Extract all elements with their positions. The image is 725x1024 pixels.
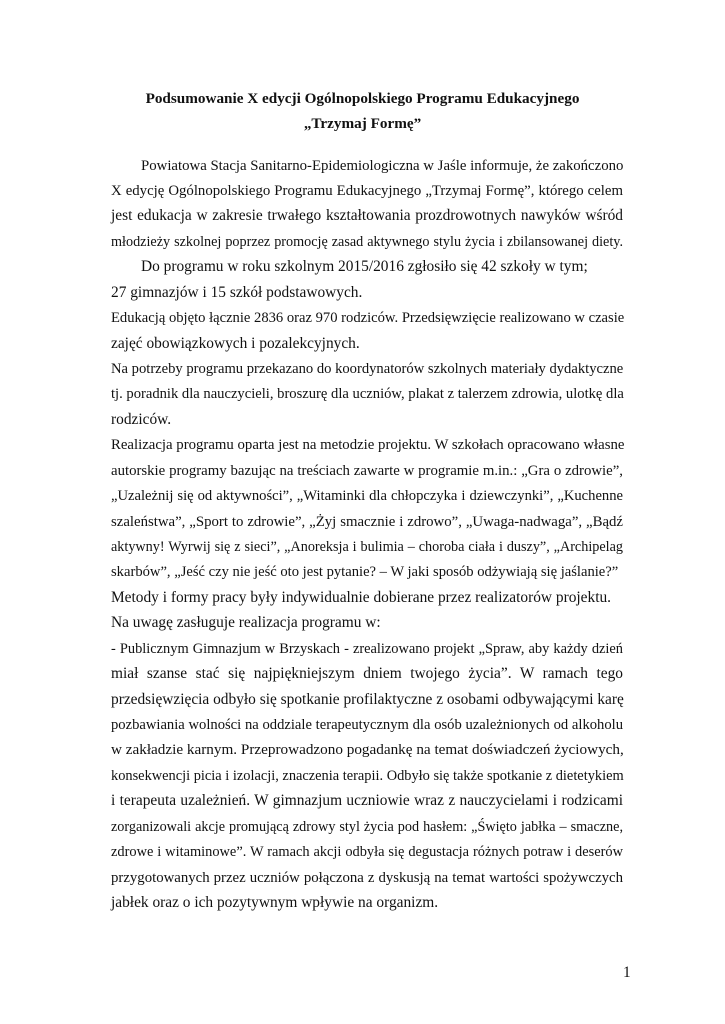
body-line: Realizacja programu oparta jest na metodzie projektu. W szkołach opracowano własne [111, 437, 625, 453]
body-line: Metody i formy pracy były indywidualnie dobierane przez realizatorów projektu. [111, 589, 612, 606]
body-line: i terapeuta uzależnień. W gimnazjum uczniowie wraz z nauczycielami i rodzicami [111, 792, 623, 809]
body-line: szaleństwa”, „Sport to zdrowie”, „Żyj smacznie i zdrowo”, „Uwaga-nadwaga”, „Bądź [111, 514, 623, 530]
body-line: „Uzależnij się od aktywności”, „Witaminki dla chłopczyka i dziewczynki”, „Kuchenne [111, 488, 623, 504]
body-line: autorskie programy bazując na treściach zawarte w programie m.in.: „Gra o zdrowie”, [111, 463, 623, 479]
body-line: zdrowe i witaminowe”. W ramach akcji odbyła się degustacja różnych potraw i deserów [111, 844, 623, 860]
body-line: rodziców. [111, 411, 172, 428]
body-line: tj. poradnik dla nauczycieli, broszurę dla uczniów, plakat z talerzem zdrowia, ulotkę dla [111, 386, 624, 402]
document-title: Podsumowanie X edycji Ogólnopolskiego Programu Edukacyjnego [145, 90, 580, 107]
body-line: Na potrzeby programu przekazano do koordynatorów szkolnych materiały dydaktyczne [111, 361, 624, 377]
body-line: X edycję Ogólnopolskiego Programu Edukacyjnego „Trzymaj Formę”, którego celem [111, 183, 623, 199]
body-line: Na uwagę zasługuje realizacja programu w: [111, 614, 381, 631]
body-line: 27 gimnazjów i 15 szkół podstawowych. [111, 284, 363, 301]
body-line: zajęć obowiązkowych i pozalekcyjnych. [111, 335, 360, 352]
document-subtitle: „Trzymaj Formę” [303, 115, 422, 132]
body-line: konsekwencji picia i izolacji, znaczenia terapii. Odbyło się także spotkanie z dietetykiem [111, 768, 624, 784]
body-line: w zakładzie karnym. Przeprowadzono pogadankę na temat doświadczeń życiowych, [111, 741, 624, 758]
body-line: młodzieży szkolnej poprzez promocję zasad aktywnego stylu życia i zbilansowanej diety. [111, 234, 623, 250]
body-line: skarbów”, „Jeść czy nie jeść oto jest pytanie? – W jaki sposób odżywiają się jaślanie?” [111, 564, 619, 580]
body-line: zorganizowali akcje promującą zdrowy styl życia pod hasłem: „Święto jabłka – smaczne, [111, 819, 623, 835]
body-line: przedsięwzięcia odbyło się spotkanie profilaktyczne z osobami odbywającymi karę [111, 691, 624, 708]
body-line: przygotowanych przez uczniów połączona z dyskusją na temat wartości spożywczych [111, 870, 623, 886]
body-line: pozbawiania wolności na oddziale terapeutycznym dla osób uzależnionych od alkoholu [111, 717, 623, 733]
body-line: - Publicznym Gimnazjum w Brzyskach - zrealizowano projekt „Spraw, aby każdy dzień [111, 641, 623, 657]
body-line: aktywny! Wyrwij się z sieci”, „Anoreksja i bulimia – choroba ciała i duszy”, „Archipelag [111, 539, 623, 555]
body-line: Do programu w roku szkolnym 2015/2016 zgłosiło się 42 szkoły w tym; [141, 258, 588, 275]
body-line: jabłek oraz o ich pozytywnym wpływie na organizm. [111, 894, 439, 911]
body-line: Edukacją objęto łącznie 2836 oraz 970 rodziców. Przedsięwzięcie realizowano w czasie [111, 310, 625, 326]
page-number: 1 [623, 964, 631, 981]
body-line: miał szanse stać się najpiękniejszym dniem twojego życia”. W ramach tego [111, 665, 623, 682]
body-line: jest edukacja w zakresie trwałego kształtowania prozdrowotnych nawyków wśród [111, 207, 623, 224]
body-line: Powiatowa Stacja Sanitarno-Epidemiologiczna w Jaśle informuje, że zakończono [141, 158, 624, 174]
